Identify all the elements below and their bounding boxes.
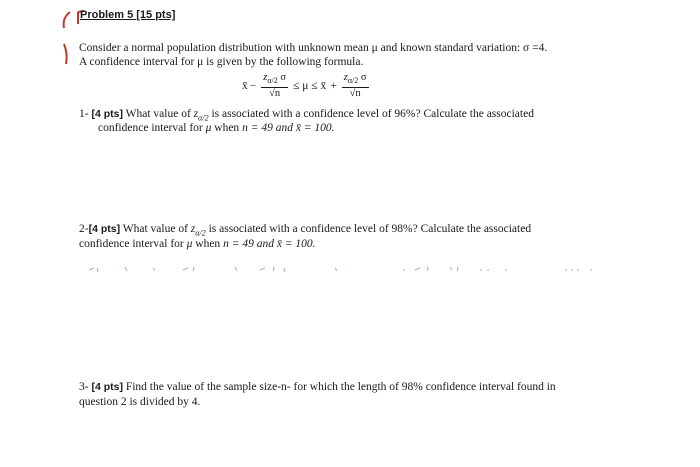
q2-mu: μ	[186, 238, 193, 250]
formula-z-sub: α/2	[267, 76, 278, 86]
question-2-line-2	[79, 237, 316, 251]
q2-line2-b: when	[195, 238, 221, 250]
formula-sigma-right: σ	[360, 72, 367, 83]
q2-condition: n = 49 and x̄ = 100.	[223, 238, 316, 250]
intro-line-1: Consider a normal population distribution with unknown mean μ and known standard variation: σ =4.	[79, 42, 548, 54]
q3-points: [4 pts]	[91, 381, 123, 393]
q2-line2-a: confidence interval for	[79, 238, 184, 250]
confidence-interval-formula	[242, 72, 372, 100]
scan-artifact-marks	[85, 262, 605, 274]
q1-z: z	[193, 108, 199, 120]
q1-points: [4 pts]	[91, 108, 123, 120]
formula-xbar: x̄	[242, 80, 248, 93]
formula-z: z	[263, 72, 268, 83]
q1-z-sub: α/2	[198, 113, 209, 123]
q3-line1: Find the value of the sample size-n- for which the length of 98% confidence interval found in	[125, 381, 556, 393]
formula-mid: ≤ μ ≤ x̄	[293, 80, 327, 93]
formula-minus: −	[249, 80, 257, 93]
q1-line2-a: confidence interval for	[98, 122, 203, 134]
formula-z-sub-right: α/2	[347, 76, 359, 86]
problem-title: Problem 5 [15 pts]	[80, 9, 176, 21]
q3-number: 3-	[79, 381, 89, 393]
question-1-line-2	[98, 121, 335, 135]
formula-z-right: z	[343, 72, 348, 83]
q1-mu: μ	[205, 122, 212, 134]
q2-text-b: is associated with a confidence level of 98%? Calculate the associated	[208, 223, 532, 235]
formula-fraction-left	[261, 72, 288, 100]
q1-text-b: is associated with a confidence level of 96%? Calculate the associated	[211, 108, 534, 120]
q2-z-sub: α/2	[195, 228, 206, 238]
q1-line2-b: when	[214, 122, 240, 134]
q1-number: 1-	[79, 108, 89, 120]
q2-text-a: What value of	[122, 223, 188, 235]
intro-line-2: A confidence interval for μ is given by the following formula.	[79, 56, 364, 68]
formula-sqrt-n-right: √n	[349, 88, 361, 100]
q2-points: [4 pts]	[88, 223, 121, 235]
q1-condition: n = 49 and x̄ = 100.	[242, 122, 335, 134]
q2-number: 2-	[79, 223, 89, 235]
formula-sqrt-n: √n	[269, 88, 281, 100]
q2-z: z	[190, 223, 196, 235]
question-3-line-2: question 2 is divided by 4.	[79, 396, 201, 408]
question-3-line-1	[79, 380, 556, 394]
formula-sigma: σ	[280, 72, 287, 83]
formula-fraction-right	[342, 72, 369, 100]
q1-text-a: What value of	[125, 108, 191, 120]
formula-plus: +	[330, 80, 337, 93]
